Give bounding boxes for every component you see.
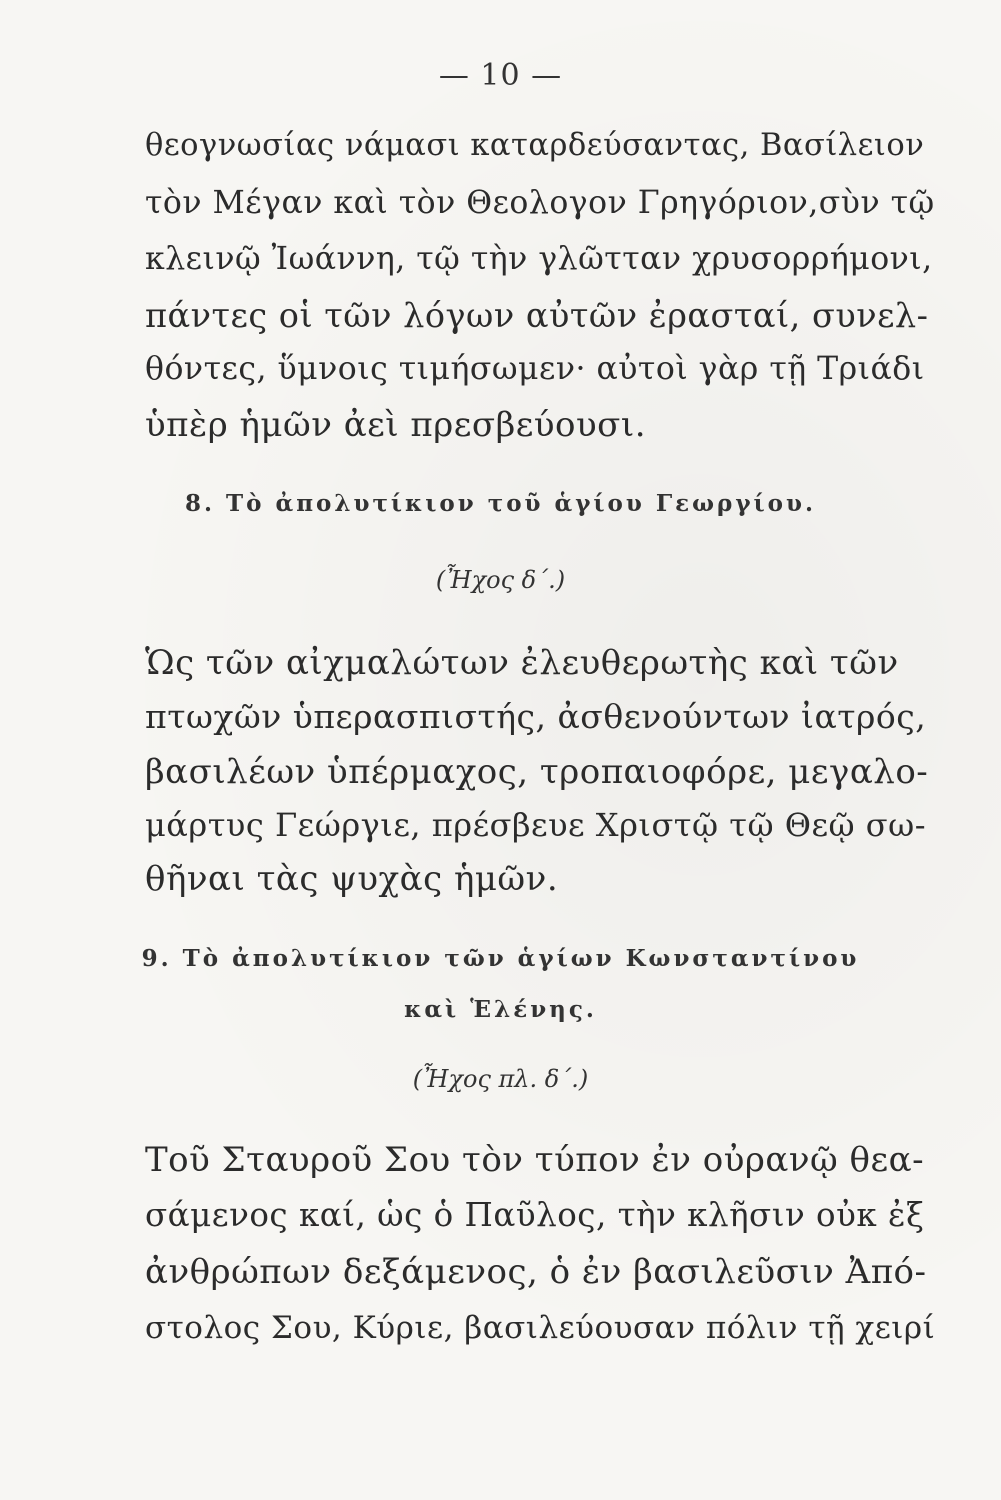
text-line: βασιλέων ὑπέρμαχος, τροπαιοφόρε, μεγαλο- [145, 752, 929, 792]
page-number: — 10 — [438, 58, 563, 93]
text-line: ὑπὲρ ἡμῶν ἀεὶ πρεσβεύουσι. [145, 405, 647, 445]
text-line: μάρτυς Γεώργιε, πρέσβευε Χριστῷ τῷ Θεῷ σω- [145, 806, 927, 844]
text-line: πτωχῶν ὑπερασπιστής, ἀσθενούντων ἰατρός, [145, 697, 927, 736]
text-line: ἀνθρώπων δεξάμενος, ὁ ἐν βασιλεῦσιν Ἀπό- [145, 1252, 927, 1292]
text-line: σάμενος καί, ὡς ὁ Παῦλος, τὴν κλῆσιν οὐκ ἐξ [145, 1196, 925, 1234]
section-heading: 9. Τὸ ἀπολυτίκιον τῶν ἁγίων Κωνσταντίνου [141, 945, 860, 972]
text-line: Τοῦ Σταυροῦ Σου τὸν τύπον ἐν οὐρανῷ θεα- [145, 1140, 925, 1180]
text-line: θεογνωσίας νάμασι καταρδεύσαντας, Βασίλειον [145, 128, 925, 163]
text-line: τὸν Μέγαν καὶ τὸν Θεολογον Γρηγόριον,σὺν τῷ [145, 185, 935, 221]
text-line: κλεινῷ Ἰωάννη, τῷ τὴν γλῶτταν χρυσορρήμονι, [145, 241, 933, 277]
tone-label: (Ἦχος πλ. δ΄.) [412, 1065, 589, 1093]
section-heading-continuation: καὶ Ἑλένης. [404, 996, 597, 1023]
text-line: θόντες, ὕμνοις τιμήσωμεν· αὐτοὶ γὰρ τῇ Τριάδι [145, 351, 925, 387]
text-line: θῆναι τὰς ψυχὰς ἡμῶν. [145, 859, 559, 899]
text-line: Ὡς τῶν αἰχμαλώτων ἐλευθερωτὴς καὶ τῶν [145, 643, 899, 683]
text-line: πάντες οἱ τῶν λόγων αὐτῶν ἐρασταί, συνελ- [145, 296, 929, 335]
text-line: στολος Σου, Κύριε, βασιλεύουσαν πόλιν τῇ χειρί [145, 1310, 936, 1346]
tone-label: (Ἦχος δ΄.) [435, 566, 566, 594]
section-heading: 8. Τὸ ἀπολυτίκιον τοῦ ἁγίου Γεωργίου. [185, 490, 816, 517]
